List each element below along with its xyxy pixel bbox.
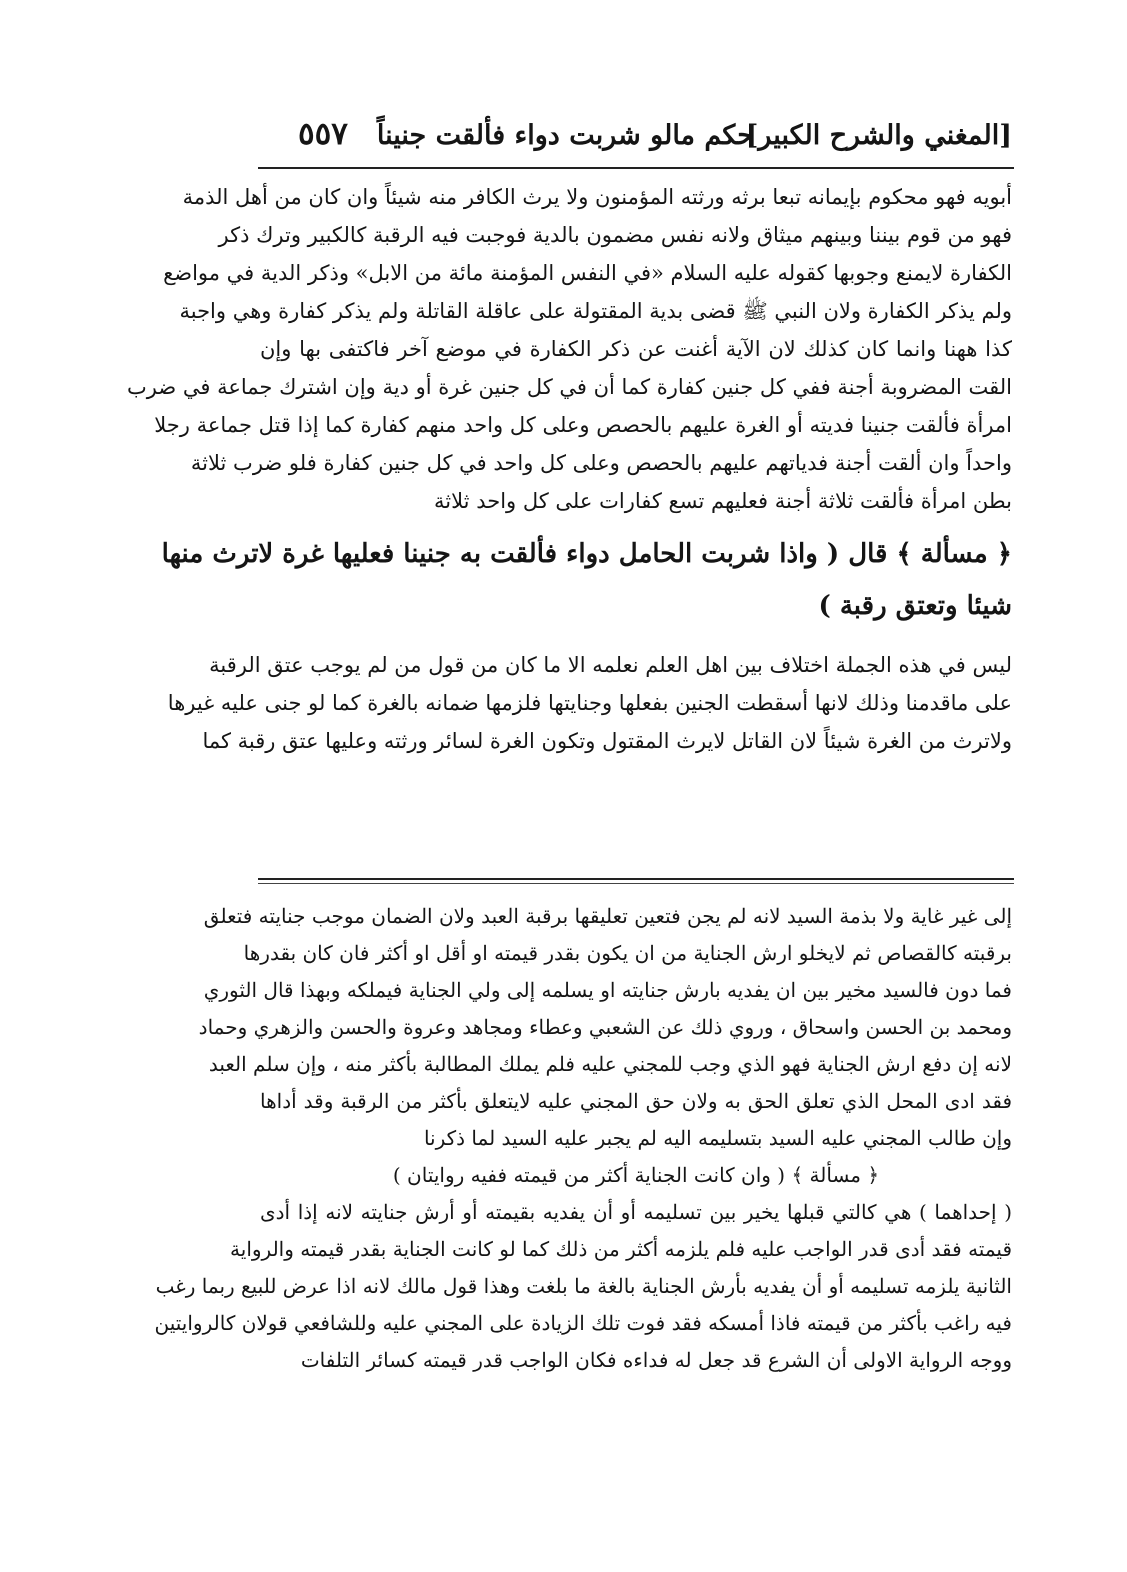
masala-heading: شيئا وتعتق رقبة ) — [818, 591, 1012, 621]
book-title: [المغني والشرح الكبير] — [745, 120, 1012, 151]
lower-line: ووجه الرواية الاولى أن الشرع قد جعل له فداءه فكان الواجب قدر قيمته كسائر التلفات — [300, 1348, 1012, 1372]
text-line: ولم يذكر الكفارة ولان النبي ﷺ قضى بدية المقتولة على عاقلة القاتلة ولم يذكر كفارة وهي واجبة — [179, 299, 1012, 323]
lower-masala-heading: ﴿ مسألة ﴾ ( وان كانت الجناية أكثر من قيمته ففيه روايتان ) — [392, 1163, 880, 1187]
text-line: بطن امرأة فألقت ثلاثة أجنة فعليهم تسع كفارات على كل واحد ثلاثة — [434, 489, 1012, 513]
text-line: امرأة فألقت جنينا فديته أو الغرة عليهم بالحصص وعلى كل واحد منهم كفارة كما إذا قتل جماعة رجلا — [154, 413, 1012, 437]
lower-text — [154, 898, 1012, 1379]
lower-line: فيه راغب بأكثر من قيمته فاذا أمسكه فقد فوت تلك الزيادة على المجني عليه وللشافعي قولان كالروايتين — [154, 1311, 1012, 1335]
lower-line: لانه إن دفع ارش الجناية فهو الذي وجب للمجني عليه فلم يملك المطالبة بأكثر منه ، وإن سلم العبد — [208, 1052, 1012, 1076]
page-number: ٥٥٧ — [298, 116, 348, 152]
lower-line: فقد ادى المحل الذي تعلق الحق به ولان حق المجني عليه لايتعلق بأكثر من الرقبة وقد أداها — [260, 1089, 1012, 1113]
commentary-line: على ماقدمنا وذلك لانها أسقطت الجنين بفعلها وجنايتها فلزمها ضمانه بالغرة كما لو جنى عليه غيرها — [167, 691, 1012, 715]
commentary-line: ولاترث من الغرة شيئاً لان القاتل لايرث المقتول وتكون الغرة لسائر ورثته وعليها عتق رقبة كما — [202, 729, 1012, 753]
lower-line: برقبته كالقصاص ثم لايخلو ارش الجناية من ان يكون بقدر قيمته او أقل او أكثر فان كان بقدرها — [243, 941, 1012, 965]
lower-line: وإن طالب المجني عليه السيد بتسليمه اليه لم يجبر عليه السيد لما ذكرنا — [423, 1126, 1012, 1150]
lower-line: الثانية يلزمه تسليمه أو أن يفديه بأرش الجناية بالغة ما بلغت وهذا قول مالك لانه اذا عرض للبيع ربما رغب — [155, 1274, 1012, 1298]
separator-rule — [258, 878, 1014, 880]
lower-line: قيمته فقد أدى قدر الواجب عليه فلم يلزمه أكثر من ذلك كما لو كانت الجناية بقدر قيمته والرواية — [230, 1237, 1012, 1261]
lower-line: إلى غير غاية ولا بذمة السيد لانه لم يجن فتعين تعليقها برقبة العبد ولان الضمان موجب جنايته فتعلق — [203, 904, 1012, 928]
text-line: كذا ههنا وانما كان كذلك لان الآية أغنت عن ذكر الكفارة في موضع آخر فاكتفى بها وإن — [260, 337, 1012, 361]
text-line: القت المضروبة أجنة ففي كل جنين كفارة كما أن في كل جنين غرة أو دية وإن اشترك جماعة في ضرب — [127, 375, 1012, 399]
separator-rule-thin — [258, 883, 1014, 884]
text-line: الكفارة لايمنع وجوبها كقوله عليه السلام «في النفس المؤمنة مائة من الابل» وذكر الدية في مواضع — [163, 261, 1012, 285]
main-text — [127, 178, 1012, 760]
lower-line: فما دون فالسيد مخير بين ان يفديه بارش جنايته او يسلمه إلى ولي الجناية فيملكه وبهذا قال الثوري — [203, 978, 1012, 1002]
chapter-title: حكم مالو شربت دواء فألقت جنيناً — [376, 120, 754, 151]
lower-line: ومحمد بن الحسن واسحاق ، وروي ذلك عن الشعبي وعطاء ومجاهد وعروة والحسن والزهري وحماد — [198, 1015, 1012, 1039]
masala-heading: ﴿ مسألة ﴾ قال ( واذا شربت الحامل دواء فألقت به جنينا فعليها غرة لاترث منها — [161, 539, 1012, 569]
running-header — [262, 112, 1012, 162]
commentary-line: ليس في هذه الجملة اختلاف بين اهل العلم نعلمه الا ما كان من قول من لم يوجب عتق الرقبة — [209, 653, 1012, 677]
lower-line: ( إحداهما ) هي كالتي قبلها يخير بين تسليمه أو أن يفديه بقيمته أو أرش جنايته لانه إذا أدى — [260, 1200, 1012, 1224]
text-line: فهو من قوم بيننا وبينهم ميثاق ولانه نفس مضمون بالدية فوجبت فيه الرقبة كالكبير وترك ذكر — [218, 223, 1012, 247]
text-line: واحداً وان ألقت أجنة فدياتهم عليهم بالحصص وعلى كل واحد في كل جنين كفارة فلو ضرب ثلاثة — [190, 451, 1012, 475]
text-line: أبويه فهو محكوم بإيمانه تبعا برثه ورثته المؤمنون ولا يرث الكافر منه شيئاً وان كان من أهل الذمة — [182, 185, 1012, 209]
header-rule — [258, 167, 1014, 169]
